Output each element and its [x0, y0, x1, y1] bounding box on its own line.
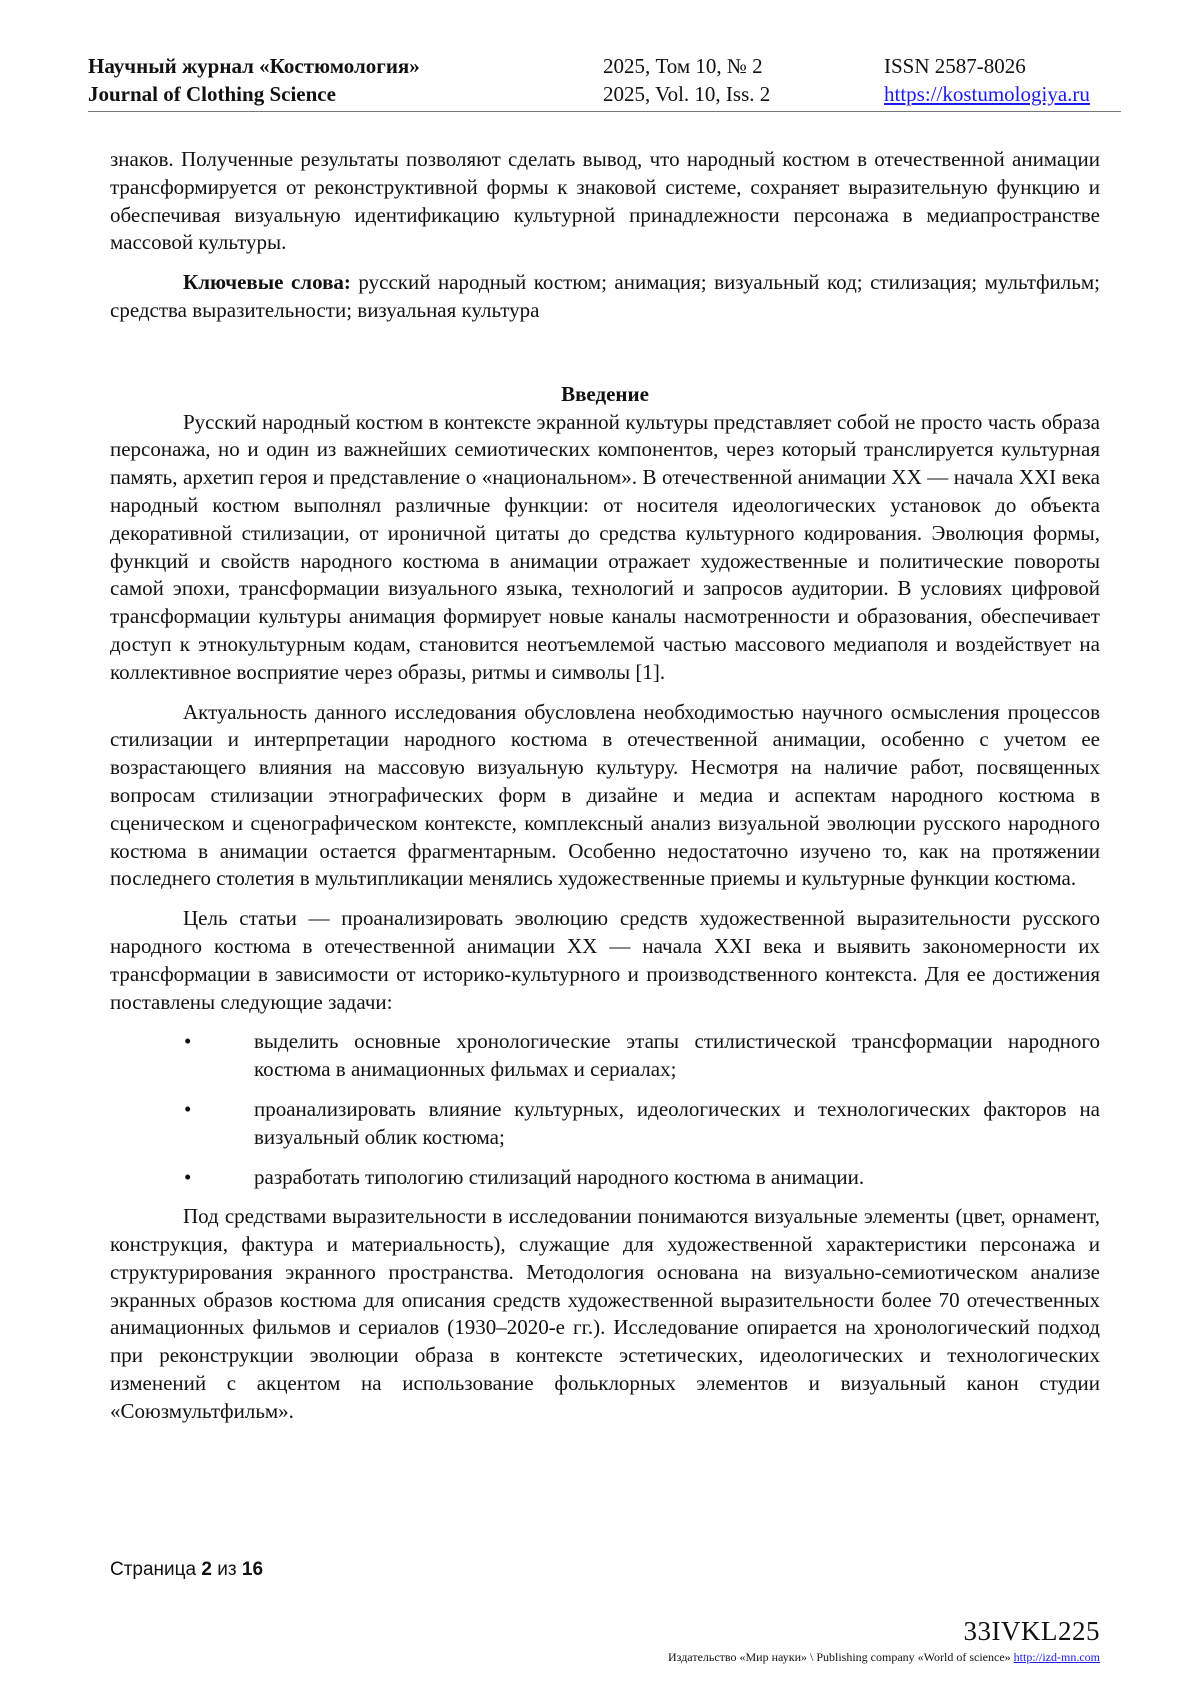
journal-title-block [88, 52, 420, 108]
page-current: 2 [201, 1559, 212, 1580]
task-list [110, 1028, 1100, 1191]
volume-en: 2025, Vol. 10, Iss. 2 [603, 82, 771, 106]
keywords-text: русский народный костюм; анимация; визуальный код; стилизация; мультфильм; средства выразительности; визуальная культура [110, 270, 1100, 322]
volume-ru: 2025, Том 10, № 2 [603, 54, 763, 78]
paragraph-2: Актуальность данного исследования обусловлена необходимостью научного осмысления процессов стилизации и интерпретации народного костюма в отечественной анимации, особенно с учетом ее возрастающего влияния на массовую визуальную культуру. Несмотря на наличие работ, посвященных вопросам стилизации этнографических форм в дизайне и медиа и аспектам народного костюма в сценическом и сценографическом контексте, комплексный анализ визуальной эволюции русского народного костюма в анимации остается фрагментарным. Особенно недостаточно изучено то, как на протяжении последнего столетия в мультипликации менялись художественные приемы и культурные функции костюма. [110, 699, 1100, 891]
task-text: проанализировать влияние культурных, идеологических и технологических факторов на визуальный облик костюма; [254, 1096, 1100, 1149]
page-label: Страница [110, 1559, 197, 1580]
page-total: 16 [241, 1559, 264, 1580]
page-number [110, 1559, 263, 1581]
volume-block [603, 52, 770, 108]
publisher-text: Издательство «Мир науки» \ Publishing company «World of science» [668, 1650, 1011, 1664]
header-divider [88, 111, 1121, 112]
section-heading: Введение [561, 381, 649, 406]
list-item [110, 1028, 1100, 1084]
task-text: выделить основные хронологические этапы стилистической трансформации народного костюма в анимационных фильмах и сериалах; [254, 1029, 1100, 1082]
publisher-line [668, 1650, 1100, 1665]
keywords [110, 269, 1100, 325]
bullet-icon: • [184, 1096, 192, 1121]
list-item [110, 1164, 1100, 1192]
abstract-ending: знаков. Полученные результаты позволяют сделать вывод, что народный костюм в отечественной анимации трансформируется от реконструктивной формы к знаковой системе, сохраняет выразительную функцию и обеспечивая визуальную идентификацию культурной принадлежности персонажа в медиапространстве массовой культуры. [110, 147, 1100, 255]
keywords-label: Ключевые слова: [183, 270, 351, 295]
task-text: разработать типологию стилизаций народного костюма в анимации. [254, 1164, 865, 1189]
paragraph-3: Цель статьи — проанализировать эволюцию средств художественной выразительности русского народного костюма в отечественной анимации XX — начала XXI века и выявить закономерности их трансформации в зависимости от историко-культурного и производственного контекста. Для ее достижения поставлены следующие задачи: [110, 906, 1100, 1014]
article-code: 33IVKL225 [963, 1616, 1100, 1646]
page-of: из [217, 1559, 237, 1580]
publisher-link[interactable]: http://izd-mn.com [1013, 1650, 1100, 1664]
bullet-icon: • [184, 1029, 192, 1054]
paragraph-1: Русский народный костюм в контексте экранной культуры представляет собой не просто часть образа персонажа, но и один из важнейших семиотических компонентов, через который транслируется культурная память, архетип героя и представление о «национальном». В отечественной анимации XX — начала XXI века народный костюм выполнял различные функции: от носителя идеологических установок до объекта декоративной стилизации, от ироничной цитаты до средства культурного кодирования. Эволюция формы, функций и свойств народного костюма в анимации отражает художественные и политические повороты самой эпохи, трансформации визуального языка, технологий и запросов аудитории. В условиях цифровой трансформации культуры анимация формирует новые каналы насмотренности и образования, обеспечивает доступ к этнокультурным кодам, становится неотъемлемой частью массового медиаполя и воздействует на коллективное восприятие через образы, ритмы и символы [1]. [110, 409, 1100, 684]
article-body [110, 146, 1100, 1426]
list-item [110, 1096, 1100, 1152]
bullet-icon: • [184, 1164, 192, 1189]
journal-title-en: Journal of Clothing Science [88, 82, 336, 106]
journal-title-ru: Научный журнал «Костюмология» [88, 54, 420, 78]
issn: ISSN 2587-8026 [884, 54, 1026, 78]
journal-url-link[interactable]: https://kostumologiya.ru [884, 82, 1090, 106]
paragraph-4: Под средствами выразительности в исследовании понимаются визуальные элементы (цвет, орнамент, конструкция, фактура и материальность), служащие для художественной характеристики персонажа и структурирования экранного пространства. Методология основана на визуально-семиотическом анализе экранных образов костюма для описания средств художественной выразительности более 70 отечественных анимационных фильмов и сериалов (1930–2020-е гг.). Исследование опирается на хронологический подход при реконструкции эволюции образа в контексте эстетических, идеологических и технологических изменений с акцентом на использование фольклорных элементов и визуальный канон студии «Союзмультфильм». [110, 1204, 1100, 1423]
issn-block [884, 52, 1090, 108]
